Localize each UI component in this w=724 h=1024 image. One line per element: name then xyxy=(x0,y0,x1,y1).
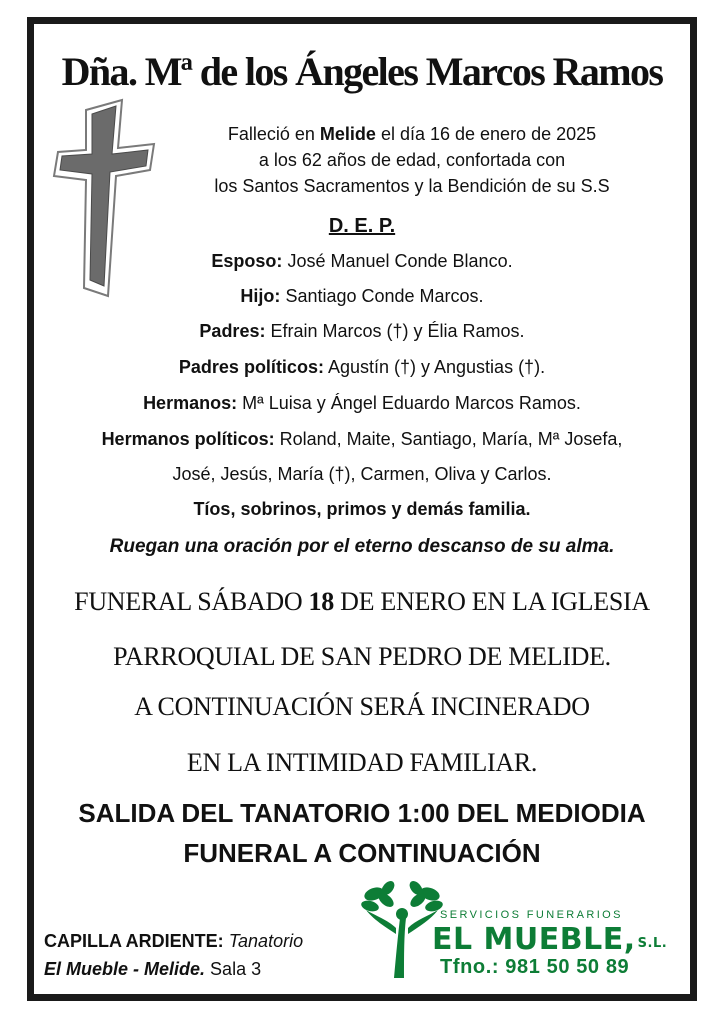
funeral-line-2: PARROQUIAL DE SAN PEDRO DE MELIDE. xyxy=(113,642,611,671)
chapel-line-1: CAPILLA ARDIENTE: Tanatorio xyxy=(44,931,304,951)
family-line: Esposo: José Manuel Conde Blanco. xyxy=(211,251,513,271)
chapel-line-2: El Mueble - Melide. Sala 3 xyxy=(44,959,262,979)
family-line: Hermanos: Mª Luisa y Ángel Eduardo Marcos Ramos. xyxy=(143,393,581,413)
dep-heading: D. E. P. xyxy=(328,215,396,237)
prayer-request: Ruegan una oración por el eterno descanso de su alma. xyxy=(109,536,615,557)
funeral-line-1: FUNERAL SÁBADO 18 DE ENERO EN LA IGLESIA xyxy=(74,587,650,616)
death-details xyxy=(196,121,628,199)
logo-name: EL MUEBLE, S.L. xyxy=(432,922,668,957)
death-line-1: Falleció en Melide el día 16 de enero de 2025 xyxy=(227,124,597,144)
funeral-day: 18 xyxy=(308,587,334,616)
funeral-line-4: EN LA INTIMIDAD FAMILIAR. xyxy=(186,748,538,777)
other-relatives: Tíos, sobrinos, primos y demás familia. xyxy=(193,499,531,519)
death-line-2: a los 62 años de edad, confortada con xyxy=(258,150,566,170)
family-line: Hermanos políticos: Roland, Maite, Santiago, María, Mª Josefa, xyxy=(101,429,623,449)
family-line: Hijo: Santiago Conde Marcos. xyxy=(240,286,484,306)
logo-phone: Tfno.: 981 50 50 89 xyxy=(440,956,630,978)
logo-subtitle: SERVICIOS FUNERARIOS xyxy=(440,909,623,921)
family-line: Padres políticos: Agustín (†) y Angustias (†). xyxy=(178,357,546,377)
departure-time: SALIDA DEL TANATORIO 1:00 DEL MEDIODIA xyxy=(78,798,646,828)
funeral-line-3: A CONTINUACIÓN SERÁ INCINERADO xyxy=(134,692,590,721)
death-place: Melide xyxy=(319,124,376,144)
family-line: Padres: Efrain Marcos (†) y Élia Ramos. xyxy=(199,321,525,341)
death-line-3: los Santos Sacramentos y la Bendición de su S.S xyxy=(214,176,610,196)
family-line-continued: José, Jesús, María (†), Carmen, Oliva y Carlos. xyxy=(172,464,552,484)
deceased-name: Dña. Mª de los Ángeles Marcos Ramos xyxy=(61,49,663,94)
chapel-info xyxy=(44,927,374,983)
funeral-after: FUNERAL A CONTINUACIÓN xyxy=(183,838,541,868)
